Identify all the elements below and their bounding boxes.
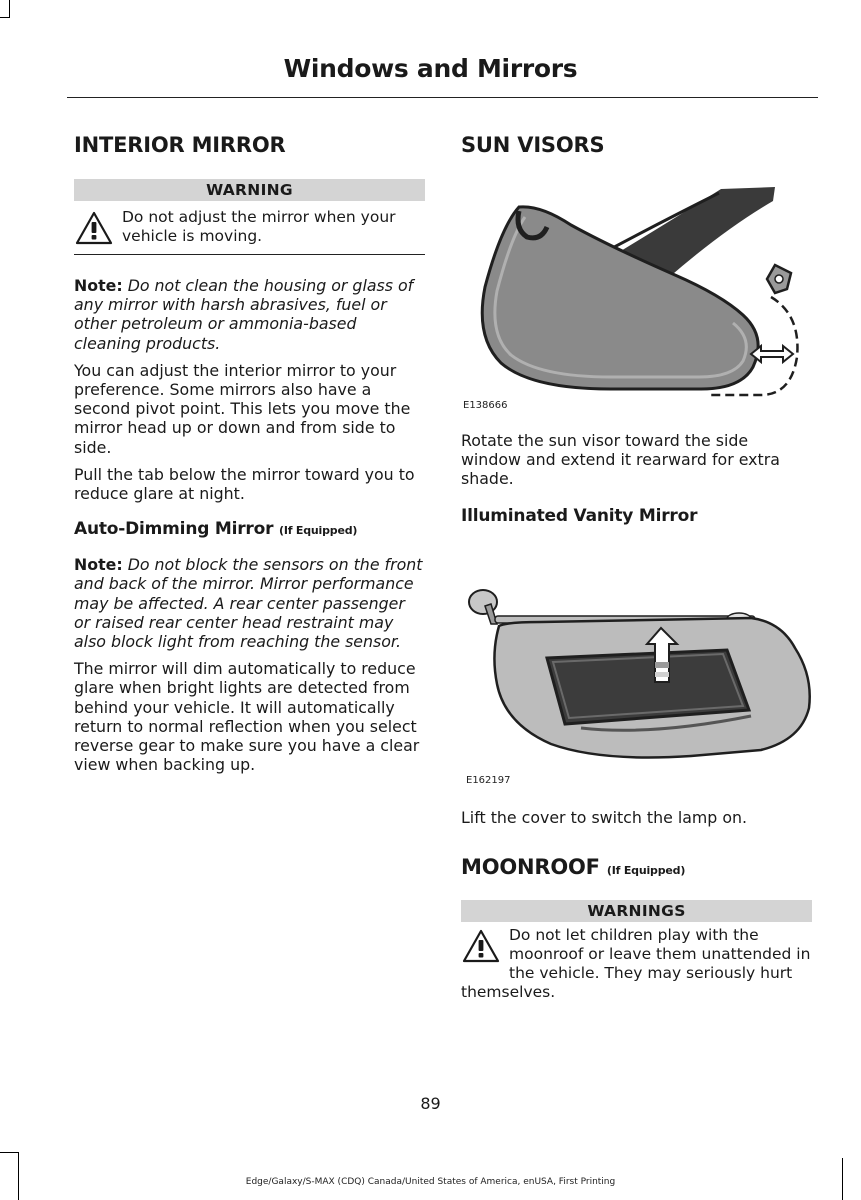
note-paragraph xyxy=(74,555,425,651)
note-paragraph xyxy=(74,276,425,353)
subsection-title-vanity-mirror: Illuminated Vanity Mirror xyxy=(461,505,698,526)
sun-visor-figure xyxy=(461,167,812,415)
left-column xyxy=(74,128,425,774)
warning-header: WARNING xyxy=(74,179,425,201)
section-title-sun-visors: SUN VISORS xyxy=(461,133,605,157)
vanity-mirror-illustration xyxy=(461,544,812,796)
body-paragraph: Pull the tab below the mirror toward you to reduce glare at night. xyxy=(74,464,415,504)
note-label: Note: xyxy=(74,276,123,295)
if-equipped-label: (If Equipped) xyxy=(279,524,358,538)
figure-code: E138666 xyxy=(463,400,508,411)
crop-mark xyxy=(0,17,10,18)
body-paragraph: Lift the cover to switch the lamp on. xyxy=(461,807,748,827)
crop-mark xyxy=(0,1152,18,1153)
figure-code: E162197 xyxy=(466,774,511,786)
warning-text: Do not adjust the mirror when your vehicle is moving. xyxy=(122,208,396,245)
footer-text: Edge/Galaxy/S-MAX (CDQ) Canada/United States of America, enUSA, First Printing xyxy=(245,1177,616,1187)
warning-header: WARNINGS xyxy=(461,900,812,922)
subsection-title-auto-dimming xyxy=(74,519,425,539)
subsection-title-text: Auto-Dimming Mirror xyxy=(74,519,274,540)
warning-box xyxy=(74,201,425,254)
warning-triangle-icon xyxy=(74,210,114,251)
warning-divider xyxy=(74,254,425,255)
crop-mark xyxy=(18,1152,19,1200)
page-number: 89 xyxy=(420,1094,441,1113)
body-paragraph: Rotate the sun visor toward the side window and extend it rearward for extra shade. xyxy=(461,431,780,489)
section-title-text: MOONROOF xyxy=(461,854,600,879)
note-label: Note: xyxy=(74,555,123,575)
double-arrow-icon xyxy=(751,346,793,362)
warning-text: Do not let children play with the moonroof or leave them unattended in the vehicle. They may seriously hurt themselves. xyxy=(461,925,811,1001)
note-text: Do not clean the housing or glass of any mirror with harsh abrasives, fuel or other petroleum or ammonia-based cleaning products. xyxy=(74,276,414,353)
section-title-interior-mirror: INTERIOR MIRROR xyxy=(74,133,286,157)
page-title: Windows and Mirrors xyxy=(283,54,578,83)
sun-visor-illustration xyxy=(461,167,812,415)
crop-mark xyxy=(9,0,10,17)
if-equipped-label: (If Equipped) xyxy=(606,863,686,877)
body-paragraph: The mirror will dim automatically to reduce glare when bright lights are detected from behind your vehicle. It will automatically return to normal reflection when you select reverse gear to make sure you have a clear view when backing up. xyxy=(74,659,420,775)
vanity-mirror-figure xyxy=(461,544,812,796)
note-text: Do not block the sensors on the front and back of the mirror. Mirror performance may be affected. A rear center passenger or raised rear center head restraint may also block light from reaching the sensor. xyxy=(74,555,423,652)
warning-triangle-icon xyxy=(461,928,501,969)
section-title-moonroof xyxy=(461,855,812,879)
body-paragraph: You can adjust the interior mirror to your preference. Some mirrors also have a second pivot point. This lets you move the mirror head up or down and from side to side. xyxy=(74,360,411,457)
warning-box xyxy=(461,922,812,1002)
header-divider xyxy=(67,97,818,98)
right-column xyxy=(461,128,812,1002)
